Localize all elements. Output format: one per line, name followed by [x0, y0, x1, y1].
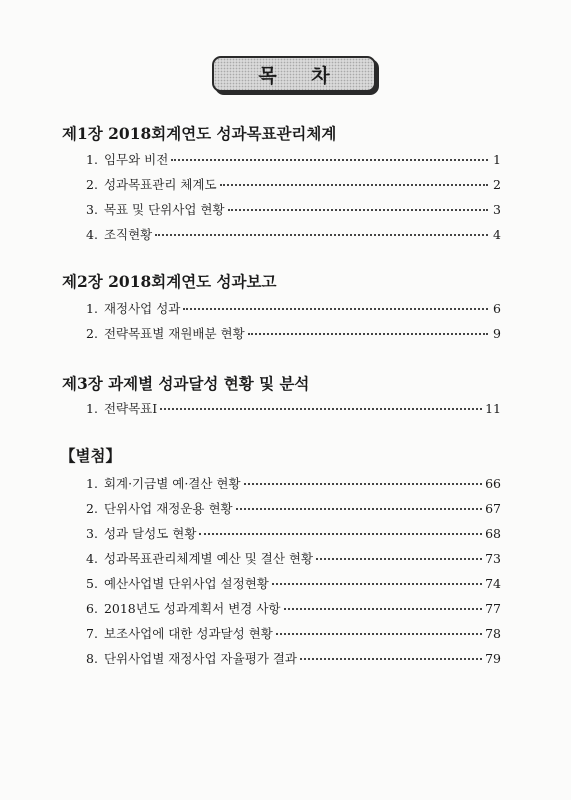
entry-label: 성과목표관리체계별 예산 및 결산 현황 [103, 551, 314, 566]
toc-entry[interactable] [86, 499, 501, 515]
entry-page: 68 [485, 526, 501, 541]
toc-entry[interactable] [86, 649, 501, 665]
entry-number: 1. [86, 301, 98, 316]
toc-entry[interactable] [86, 399, 501, 415]
toc-entry[interactable] [86, 524, 501, 540]
entry-label: 재정사업 성과 [103, 301, 181, 316]
entry-page: 9 [493, 326, 501, 341]
entry-label: 회계·기금별 예·결산 현황 [103, 476, 241, 491]
dot-leader [220, 184, 488, 186]
dot-leader [160, 408, 482, 410]
entry-number: 5. [86, 576, 98, 591]
entry-label: 성과목표관리 체계도 [103, 177, 217, 192]
toc-entry[interactable] [86, 175, 501, 191]
dot-leader [300, 658, 482, 660]
dot-leader [171, 159, 488, 161]
entry-label: 조직현황 [103, 227, 153, 242]
dot-leader [272, 583, 482, 585]
entry-number: 8. [86, 651, 98, 666]
entry-label: 임무와 비전 [103, 152, 169, 167]
entry-label: 단위사업 재정운용 현황 [103, 501, 233, 516]
entry-page: 2 [493, 177, 501, 192]
toc-entry[interactable] [86, 549, 501, 565]
toc-entry[interactable] [86, 574, 501, 590]
toc-title-box [212, 56, 376, 92]
toc-entry[interactable] [86, 474, 501, 490]
entry-label: 보조사업에 대한 성과달성 현황 [103, 626, 273, 641]
entry-page: 73 [485, 551, 501, 566]
entry-page: 4 [493, 227, 501, 242]
toc-entry[interactable] [86, 599, 501, 615]
entry-page: 78 [485, 626, 501, 641]
entry-label: 전략목표Ⅰ [103, 401, 158, 416]
entry-number: 3. [86, 526, 98, 541]
entry-number: 4. [86, 551, 98, 566]
chapter-heading: 제3장 과제별 성과달성 현황 및 분석 [62, 374, 310, 393]
entry-number: 4. [86, 227, 98, 242]
entry-page: 67 [485, 501, 501, 516]
entry-label: 목표 및 단위사업 현황 [103, 202, 225, 217]
dot-leader [248, 333, 488, 335]
dot-leader [284, 608, 483, 610]
entry-number: 2. [86, 501, 98, 516]
entry-number: 2. [86, 177, 98, 192]
toc-entry[interactable] [86, 225, 501, 241]
entry-page: 79 [485, 651, 501, 666]
dot-leader [316, 558, 482, 560]
entry-page: 74 [485, 576, 501, 591]
entry-label: 예산사업별 단위사업 설정현황 [103, 576, 269, 591]
entry-page: 77 [485, 601, 501, 616]
dot-leader [276, 633, 482, 635]
chapter-heading: 제1장 2018회계연도 성과목표관리체계 [62, 124, 337, 143]
dot-leader [244, 483, 483, 485]
dot-leader [236, 508, 482, 510]
chapter-heading: 제2장 2018회계연도 성과보고 [62, 272, 277, 291]
entry-label: 2018년도 성과계획서 변경 사항 [103, 601, 281, 616]
entry-number: 7. [86, 626, 98, 641]
dot-leader [199, 533, 482, 535]
entry-label: 단위사업별 재정사업 자율평가 결과 [103, 651, 297, 666]
dot-leader [155, 234, 488, 236]
entry-page: 6 [493, 301, 501, 316]
toc-title: 목 차 [258, 64, 344, 87]
dot-leader [183, 308, 488, 310]
entry-page: 11 [485, 401, 501, 416]
entry-page: 1 [493, 152, 501, 167]
toc-entry[interactable] [86, 200, 501, 216]
toc-entry[interactable] [86, 299, 501, 315]
toc-entry[interactable] [86, 624, 501, 640]
entry-number: 1. [86, 476, 98, 491]
entry-page: 66 [485, 476, 501, 491]
appendix-heading: 【별첨】 [60, 446, 121, 465]
toc-entry[interactable] [86, 324, 501, 340]
toc-entry[interactable] [86, 150, 501, 166]
entry-number: 2. [86, 326, 98, 341]
entry-label: 전략목표별 재원배분 현황 [103, 326, 245, 341]
entry-page: 3 [493, 202, 501, 217]
entry-label: 성과 달성도 현황 [103, 526, 197, 541]
entry-number: 1. [86, 152, 98, 167]
entry-number: 1. [86, 401, 98, 416]
entry-number: 3. [86, 202, 98, 217]
entry-number: 6. [86, 601, 98, 616]
dot-leader [228, 209, 488, 211]
